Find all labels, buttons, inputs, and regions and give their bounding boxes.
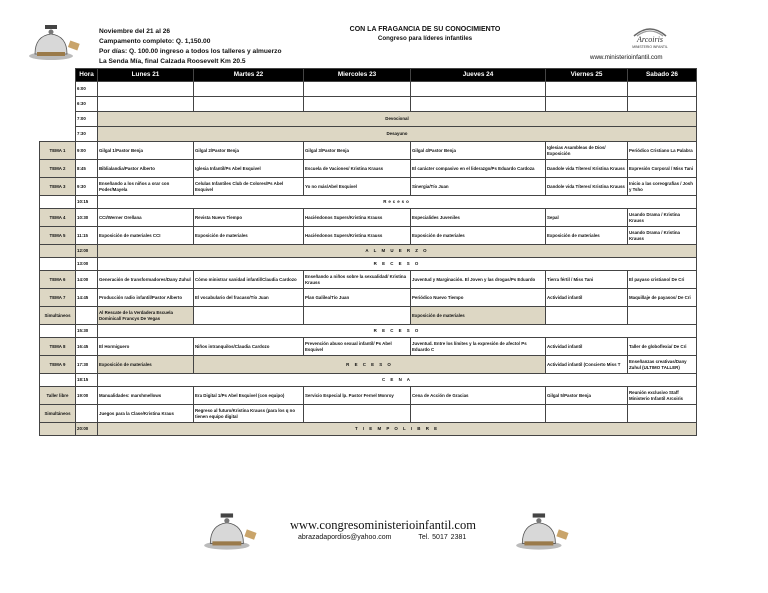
session-cell: Producción radio infantil/Pastor Alberto xyxy=(98,289,194,307)
time-cell: 16:45 xyxy=(76,338,98,356)
time-cell: 8:45 xyxy=(76,160,98,178)
session-cell: Actividad infantil (Concierto Miss T xyxy=(546,356,628,374)
tema-cell: Simultáneos xyxy=(40,307,76,325)
tema-cell: TEMA 9 xyxy=(40,356,76,374)
time-cell: 17:30 xyxy=(76,356,98,374)
bell-logo xyxy=(200,508,262,554)
schedule-table xyxy=(39,68,697,436)
time-cell: 6:30 xyxy=(76,97,98,112)
page-subtitle: Congreso para líderes infantiles xyxy=(377,35,473,42)
span-cell: Desayuno xyxy=(98,127,697,142)
session-cell xyxy=(304,307,411,325)
tema-cell: Taller libre xyxy=(40,387,76,405)
event-title-block xyxy=(320,26,530,42)
session-cell: Gilgal 1/Pastor Benja xyxy=(98,142,194,160)
bell-logo xyxy=(25,22,85,62)
time-cell: 13:00 xyxy=(76,258,98,271)
schedule-row xyxy=(40,178,697,196)
time-cell: 14:45 xyxy=(76,289,98,307)
schedule-row xyxy=(40,82,697,97)
session-cell: Enseñanzas creativas/Dany Zuhul (ULTIMO TALLER) xyxy=(628,356,697,374)
event-details xyxy=(99,27,282,67)
day-header: Jueves 24 xyxy=(411,69,546,82)
time-cell: 9:30 xyxy=(76,178,98,196)
time-cell: 15:30 xyxy=(76,325,98,338)
session-cell: Reunión exclusivo Staff Ministerio Infantil Arcoiris xyxy=(628,387,697,405)
session-cell: Enseñando a niños sobre la sexualidad/ Kristina Krauss xyxy=(304,271,411,289)
schedule-row xyxy=(40,112,697,127)
session-cell: Exposición de materiales CCI xyxy=(98,227,194,245)
schedule-row xyxy=(40,97,697,112)
session-cell: Especialides Juveniles xyxy=(411,209,546,227)
schedule-body xyxy=(40,82,697,436)
session-cell: Escuela de Vaciones/ Kristina Krauss xyxy=(304,160,411,178)
schedule-row xyxy=(40,423,697,436)
empty-cell xyxy=(628,97,697,112)
session-cell: Exposición de materiales xyxy=(194,227,304,245)
schedule-row xyxy=(40,227,697,245)
tema-cell xyxy=(40,423,76,436)
schedule-row xyxy=(40,374,697,387)
schedule-row xyxy=(40,289,697,307)
empty-cell xyxy=(546,82,628,97)
session-cell: Periódico Cristiano La Palabra xyxy=(628,142,697,160)
tema-cell xyxy=(40,82,76,97)
time-cell: 10:30 xyxy=(76,209,98,227)
session-cell xyxy=(628,307,697,325)
session-cell: Juventud. Entre los límites y la expresión de afecto/ Ps Eduardo C xyxy=(411,338,546,356)
schedule-row xyxy=(40,160,697,178)
time-cell xyxy=(76,405,98,423)
session-cell: Yo no más/Abel Esquivel xyxy=(304,178,411,196)
schedule-row xyxy=(40,258,697,271)
tema-cell: Simultáneos xyxy=(40,405,76,423)
logo-name: Arcoiris xyxy=(637,35,663,44)
header-website[interactable]: www.ministerioinfantil.com xyxy=(590,54,663,61)
empty-cell xyxy=(194,97,304,112)
time-cell: 18:15 xyxy=(76,374,98,387)
session-cell: Juegos para la Clase/Kristina Kraus xyxy=(98,405,194,423)
session-cell: Maquillaje de payasos/ De Cri xyxy=(628,289,697,307)
session-cell: Tierra fértil / Miss Tani xyxy=(546,271,628,289)
session-cell xyxy=(546,405,628,423)
footer-email[interactable]: abrazadapordios@yahoo.com xyxy=(298,534,392,541)
session-cell: Actividad infantil xyxy=(546,289,628,307)
bell-logo xyxy=(512,508,574,554)
schedule-row xyxy=(40,209,697,227)
session-cell: Cómo ministrar sanidad infantil/Claudia Cardozo xyxy=(194,271,304,289)
empty-cell xyxy=(411,82,546,97)
time-cell: 12:00 xyxy=(76,245,98,258)
event-location: La Senda Mía, final Calzada Roosevelt Km 20.5 xyxy=(99,58,246,65)
arcoiris-logo xyxy=(620,22,680,50)
session-cell: Sepal xyxy=(546,209,628,227)
tema-cell: TEMA 3 xyxy=(40,178,76,196)
session-cell: Enseñando a los niños a orar con Poder/Mayela xyxy=(98,178,194,196)
footer-phone: Tel. 5017 2381 xyxy=(418,534,467,541)
empty-cell xyxy=(304,97,411,112)
session-cell: Era Digital 1/Ps Abel Esquivel (con equipo) xyxy=(194,387,304,405)
session-cell: Dandole vida Títeres/ Kristina Krauss xyxy=(546,178,628,196)
session-cell: Gilgal 2/Pastor Benja xyxy=(194,142,304,160)
session-cell: Periódico Nuevo Tiempo xyxy=(411,289,546,307)
tema-cell xyxy=(40,374,76,387)
schedule-row xyxy=(40,142,697,160)
session-cell: Juventud y Marginación. El Joven y las drogas/Ps Eduardo xyxy=(411,271,546,289)
tema-cell: TEMA 1 xyxy=(40,142,76,160)
session-cell: Exposición de materiales xyxy=(98,356,194,374)
schedule-row xyxy=(40,245,697,258)
session-cell xyxy=(411,405,546,423)
session-cell xyxy=(194,307,304,325)
session-cell: Niños intranquilos/Claudia Cardozo xyxy=(194,338,304,356)
session-cell: Gilgal 5/Pastor Benja xyxy=(546,387,628,405)
schedule-row xyxy=(40,271,697,289)
empty-cell xyxy=(194,82,304,97)
session-cell: Haciéndonos Supers/Kristina Krauss xyxy=(304,227,411,245)
empty-cell xyxy=(98,97,194,112)
session-cell: Sinergia/Tío Juan xyxy=(411,178,546,196)
schedule-row xyxy=(40,196,697,209)
session-cell: Exposición de materiales xyxy=(546,227,628,245)
session-cell: Actividad infantil xyxy=(546,338,628,356)
session-cell: Servicio Especial lp. Pastor Fernel Monroy xyxy=(304,387,411,405)
tema-cell: TEMA 2 xyxy=(40,160,76,178)
session-cell: Al Rescate de la Verdadera Escuela Dominical/ Francys De Vegas xyxy=(98,307,194,325)
session-cell: Prevención abuso sexual infantil/ Ps Abel Esquivel xyxy=(304,338,411,356)
footer-website[interactable]: www.congresoministerioinfantil.com xyxy=(290,518,476,532)
tema-cell: TEMA 5 xyxy=(40,227,76,245)
tema-cell xyxy=(40,325,76,338)
schedule-row xyxy=(40,307,697,325)
tema-cell xyxy=(40,127,76,142)
empty-cell xyxy=(304,82,411,97)
schedule-header-row xyxy=(40,69,697,82)
schedule-row xyxy=(40,338,697,356)
day-header: Martes 22 xyxy=(194,69,304,82)
session-cell: Iglesia Infantil/Ps Abel Esquivel xyxy=(194,160,304,178)
tema-cell: TEMA 4 xyxy=(40,209,76,227)
span-cell: Devocional xyxy=(98,112,697,127)
session-cell: Usando Drama / Kristina Krauss xyxy=(628,227,697,245)
span-cell: R E C E S O xyxy=(194,356,546,374)
session-cell: Dandole vida Títeres/ Kristina Krauss xyxy=(546,160,628,178)
tema-cell xyxy=(40,196,76,209)
session-cell: Plan Galilea/Tío Juan xyxy=(304,289,411,307)
schedule-row xyxy=(40,127,697,142)
session-cell: El carácter compasivo en el liderazgo/Ps Eduardo Cardoza xyxy=(411,160,546,178)
session-cell: Inicio a las coreografías / Josh y Tsho xyxy=(628,178,697,196)
session-cell: Exposición de materiales xyxy=(411,227,546,245)
empty-cell xyxy=(411,97,546,112)
session-cell: Expresión Corporal / Miss Tani xyxy=(628,160,697,178)
schedule-row xyxy=(40,356,697,374)
day-header: Miercoles 23 xyxy=(304,69,411,82)
session-cell: Haciéndonos Supers/Kristina Krauss xyxy=(304,209,411,227)
span-cell: R E C E S O xyxy=(98,325,697,338)
time-cell: 7:30 xyxy=(76,127,98,142)
session-cell: El vocabulario del fracaso/Tío Juan xyxy=(194,289,304,307)
day-header: Sabado 26 xyxy=(628,69,697,82)
corner-cell xyxy=(40,69,76,82)
footer-contact xyxy=(298,534,490,541)
session-cell: Cena de Acción de Gracias xyxy=(411,387,546,405)
hora-header: Hora xyxy=(76,69,98,82)
time-cell: 10:15 xyxy=(76,196,98,209)
time-cell xyxy=(76,307,98,325)
schedule-row xyxy=(40,405,697,423)
logo-sub: MINISTERIO INFANTIL xyxy=(632,45,668,49)
event-dates: Noviembre del 21 al 26 xyxy=(99,28,171,35)
time-cell: 6:00 xyxy=(76,82,98,97)
event-full-price: Campamento completo: Q. 1,150.00 xyxy=(99,38,211,45)
span-cell: T I E M P O L I B R E xyxy=(98,423,697,436)
session-cell: Revista Nuevo Tiempo xyxy=(194,209,304,227)
session-cell: Celulas Infantiles Club de Colores/Ps Abel Esquivel xyxy=(194,178,304,196)
empty-cell xyxy=(98,82,194,97)
tema-cell: TEMA 7 xyxy=(40,289,76,307)
session-cell: CCI/Werner Orellana xyxy=(98,209,194,227)
tema-cell: TEMA 6 xyxy=(40,271,76,289)
day-header: Lunes 21 xyxy=(98,69,194,82)
session-cell: Gilgal 3/Pastor Benja xyxy=(304,142,411,160)
tema-cell xyxy=(40,258,76,271)
time-cell: 19:00 xyxy=(76,387,98,405)
session-cell xyxy=(546,307,628,325)
tema-cell: TEMA 8 xyxy=(40,338,76,356)
day-header: Viernes 25 xyxy=(546,69,628,82)
session-cell: Taller de globoflexia/ De Cri xyxy=(628,338,697,356)
page-title: CON LA FRAGANCIA DE SU CONOCIMIENTO xyxy=(349,26,501,33)
tema-cell xyxy=(40,112,76,127)
tema-cell xyxy=(40,97,76,112)
span-cell: R E C E S O xyxy=(98,258,697,271)
span-cell: A L M U E R Z O xyxy=(98,245,697,258)
session-cell: Gilgal 4/Pastor Benja xyxy=(411,142,546,160)
session-cell: Manualidades: marshmellows xyxy=(98,387,194,405)
time-cell: 9:00 xyxy=(76,142,98,160)
schedule-row xyxy=(40,325,697,338)
session-cell: Iglesias Asambleas de Dios/ Exposición xyxy=(546,142,628,160)
session-cell xyxy=(628,405,697,423)
tema-cell xyxy=(40,245,76,258)
time-cell: 7:00 xyxy=(76,112,98,127)
session-cell: Biblialandia/Pastor Alberto xyxy=(98,160,194,178)
session-cell: Exposición de materiales xyxy=(411,307,546,325)
session-cell: El payaso cristiano/ De Cri xyxy=(628,271,697,289)
session-cell: Generación de transformadores/Dany Zuhul xyxy=(98,271,194,289)
event-day-price: Por días: Q. 100.00 ingreso a todos los talleres y almuerzo xyxy=(99,48,282,55)
span-cell: Receso xyxy=(98,196,697,209)
session-cell: Regreso al futuro/Kristina Krauss (para los q no tienen equipo digital xyxy=(194,405,304,423)
time-cell: 20:00 xyxy=(76,423,98,436)
session-cell: El Hormiguero xyxy=(98,338,194,356)
schedule-row xyxy=(40,387,697,405)
span-cell: C E N A xyxy=(98,374,697,387)
time-cell: 14:00 xyxy=(76,271,98,289)
session-cell xyxy=(304,405,411,423)
empty-cell xyxy=(546,97,628,112)
time-cell: 11:15 xyxy=(76,227,98,245)
empty-cell xyxy=(628,82,697,97)
session-cell: Usando Drama / Kristina Krauss xyxy=(628,209,697,227)
